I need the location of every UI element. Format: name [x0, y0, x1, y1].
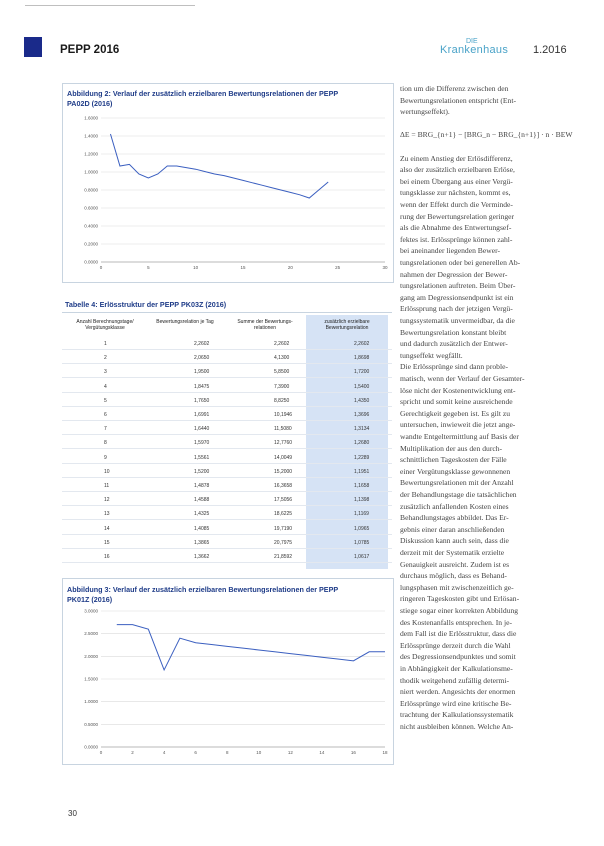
table-cell: 1,1398 — [354, 497, 370, 504]
y-tick-label: 1.2000 — [84, 151, 98, 157]
table-4 — [62, 312, 392, 571]
table-cell: 16,3658 — [274, 483, 293, 489]
table-cell: 1 — [104, 341, 107, 347]
table-row-divider — [62, 491, 392, 492]
table-cell: 1,4325 — [194, 511, 210, 518]
body-text-line: ΔE = BRG_{n+1} − [BRG_n − BRG_{n+1}] · n · BEW — [400, 130, 573, 140]
y-tick-label: 1.5000 — [84, 676, 98, 682]
table-cell: 15 — [104, 539, 110, 546]
figure-2-caption-line1: Abbildung 2: Verlauf der zusätzlich erzielbaren Bewertungsrelationen der PEPP — [67, 89, 339, 98]
table-cell: 4 — [104, 383, 107, 390]
body-text-line: Die Erlössprünge sind dann proble- — [400, 362, 508, 372]
y-tick-label: 0.0000 — [84, 259, 98, 265]
figure-2-box — [62, 83, 394, 283]
table-cell: 14 — [104, 525, 110, 532]
x-tick-label: 20 — [287, 265, 293, 270]
table-cell: 1,7200 — [354, 369, 370, 376]
x-tick-label: 0 — [99, 265, 103, 270]
body-text-line: trachtung der Kalkulationssystematik — [400, 710, 514, 720]
table-cell: 1,0785 — [354, 539, 370, 546]
table-cell: 20,7975 — [274, 539, 293, 546]
body-text-line: durchaus möglich, dass es Behand- — [400, 571, 507, 581]
body-text-line: wenn der Effekt durch die Verminde- — [400, 200, 513, 209]
table-cell: 1,6991 — [194, 412, 210, 418]
x-tick-label: 5 — [147, 265, 150, 270]
body-text-line: zusätzlich anfallenden Kosten eines — [400, 501, 509, 511]
y-tick-label: 2.5000 — [84, 631, 98, 637]
table-cell: 1,2289 — [354, 454, 370, 461]
body-text-line: nahmen der Degression der Bewer- — [400, 269, 508, 279]
table-cell: 13 — [104, 511, 110, 518]
table-cell: 7 — [104, 426, 107, 433]
table-cell: 1,3696 — [354, 412, 370, 418]
x-tick-label: 4 — [162, 750, 166, 755]
table-cell: 1,3865 — [194, 539, 210, 546]
body-text-line: tungsrelationen auftreten. Beim Über- — [400, 281, 516, 291]
section-marker — [24, 37, 42, 57]
body-text-line: bei aneinander liegenden Bewer- — [400, 246, 500, 256]
x-tick-label: 10 — [193, 265, 199, 270]
table-cell: 1,5200 — [194, 468, 210, 475]
top-rule — [25, 5, 195, 6]
body-text-line: wertungseffekt). — [400, 107, 450, 117]
table-cell: 19,7190 — [274, 525, 293, 532]
x-tick-label: 8 — [225, 750, 229, 755]
body-text-line: untersuchen, inwieweit die jetzt ange- — [400, 420, 516, 430]
body-text-line: matisch, wenn der Verlauf der Gesamter- — [400, 374, 525, 383]
journal-logo-prefix: DIE — [466, 38, 478, 45]
table-cell: 5 — [104, 397, 107, 404]
body-text-line: Bewertungsrelationen mit der Anzahl — [400, 478, 514, 488]
body-text-line: Erlössprung nach der jetzigen Vergü- — [400, 304, 513, 314]
series-line — [117, 625, 385, 670]
body-text-line: ringeren Tageskosten gibt und Erlösan- — [400, 594, 520, 604]
table-row-divider — [62, 434, 392, 435]
series-line — [110, 134, 328, 198]
table-cell: 1,4085 — [194, 525, 210, 532]
body-text-line: Multiplikation der aus den durch- — [400, 443, 503, 453]
table-row-divider — [62, 548, 392, 549]
body-text-line: tungssystematik unvermeidbar, da die — [400, 316, 515, 325]
body-text-line: als die Abnahme des Entwertungsef- — [400, 223, 512, 233]
table-row-divider — [62, 477, 392, 478]
x-tick-label: 15 — [240, 265, 246, 270]
body-text-line: Genauigkeit ausreicht. Zudem ist es — [400, 559, 510, 569]
x-tick-label: 16 — [350, 750, 356, 755]
body-text-line: spricht und somit keine ausreichende — [400, 397, 513, 407]
body-text-line: tion um die Differenz zwischen den — [400, 84, 509, 93]
table-cell: 14,0049 — [274, 454, 293, 461]
body-text-line: Erlössprünge wird eine kritische Be- — [400, 698, 512, 708]
table-cell: 1,6440 — [194, 426, 210, 433]
table-4-caption: Tabelle 4: Erlösstruktur der PEPP PK03Z (2016) — [65, 300, 227, 309]
table-cell: 1,4588 — [194, 497, 210, 504]
table-cell: 5,8500 — [274, 369, 290, 376]
body-text-line: tungsrelationen oder bei generellen Ab- — [400, 258, 521, 267]
body-text-line: schnittlichen Tageskosten der Fälle — [400, 455, 507, 465]
table-cell: 1,8698 — [354, 355, 370, 362]
table-cell: 1,0617 — [354, 554, 370, 560]
body-text-line: Bewertungsrelation konstant bleibt — [400, 327, 507, 337]
table-header-cell: Bewertungsrelation je Tag — [156, 319, 214, 325]
body-text-line: des Degressionsendpunktes und somit — [400, 652, 516, 662]
table-cell: 11,5080 — [274, 426, 292, 433]
table-cell: 2,2602 — [194, 341, 210, 347]
table-row-divider — [62, 562, 392, 563]
figure-3-caption-line1: Abbildung 3: Verlauf der zusätzlich erzielbaren Bewertungsrelationen der PEPP — [67, 585, 339, 594]
y-tick-label: 1.0000 — [84, 169, 98, 175]
x-tick-label: 25 — [335, 265, 341, 270]
y-tick-label: 3.0000 — [84, 608, 98, 614]
body-text-line: Zu einem Anstieg der Erlösdifferenz, — [400, 153, 513, 163]
x-tick-label: 0 — [99, 750, 103, 755]
y-tick-label: 1.4000 — [84, 133, 98, 139]
y-tick-label: 0.8000 — [84, 187, 98, 193]
figure-2-chart — [63, 112, 393, 280]
table-cell: 1,2680 — [354, 440, 370, 447]
body-text-line: niert werden. Angesichts der enormen — [400, 687, 516, 697]
x-tick-label: 30 — [382, 265, 388, 270]
table-row-divider — [62, 448, 392, 449]
body-text-line: des Kostenanfalls entsprechen. In je- — [400, 617, 512, 627]
table-row-divider — [62, 392, 392, 393]
table-header-cell: Anzahl Berechnungstage/ Vergütungsklasse — [76, 319, 134, 331]
figure-3-chart — [63, 607, 393, 763]
y-tick-label: 1.6000 — [84, 115, 98, 121]
body-text-line: bei einem Übergang aus einer Vergü- — [400, 176, 513, 186]
body-text-line: stiege sogar einer korrekten Abbildung — [400, 606, 519, 615]
table-cell: 2,2602 — [354, 341, 370, 347]
body-text-line: löse nicht der Kostenentwicklung ent- — [400, 385, 516, 395]
body-text-line: also der zusätzlich erzielbaren Erlöse, — [400, 165, 515, 175]
table-cell: 2,2602 — [274, 341, 290, 347]
figure-3-box — [62, 578, 394, 765]
table-cell: 6 — [104, 412, 107, 418]
table-cell: 1,3134 — [354, 426, 370, 433]
table-cell: 8,8250 — [274, 397, 290, 404]
x-tick-label: 6 — [194, 750, 197, 755]
table-row-divider — [62, 505, 392, 506]
x-tick-label: 14 — [319, 750, 325, 755]
table-header-cell: Summe der Bewertungs- relationen — [237, 319, 293, 331]
table-cell: 16 — [104, 554, 110, 560]
body-text-line: Diskussion kann auch sein, dass die — [400, 536, 509, 546]
body-text-line: Bewertungsrelationen entspricht (Ent- — [400, 95, 516, 105]
table-cell: 4,1300 — [274, 355, 290, 362]
body-text-line: gebnis einer daran anschließenden — [400, 524, 505, 534]
y-tick-label: 0.4000 — [84, 223, 98, 229]
issue-number: 1.2016 — [533, 44, 567, 56]
table-cell: 12,7760 — [274, 440, 293, 447]
table-row-divider — [62, 363, 392, 364]
table-cell: 2,0650 — [194, 355, 210, 362]
table-cell: 9 — [104, 454, 107, 461]
table-row-divider — [62, 420, 392, 421]
table-cell: 1,5561 — [194, 454, 210, 461]
table-cell: 1,1951 — [354, 468, 370, 475]
x-tick-label: 12 — [287, 750, 293, 755]
table-cell: 15,2000 — [274, 468, 293, 475]
table-cell: 12 — [104, 497, 110, 504]
table-cell: 7,3900 — [274, 383, 290, 390]
journal-logo: Krankenhaus — [440, 44, 509, 56]
figure-3-caption-line2: PK01Z (2016) — [67, 595, 113, 604]
table-row-divider — [62, 349, 392, 350]
table-cell: 10 — [104, 468, 110, 475]
body-text-line: und dadurch zusätzlich der Entwer- — [400, 339, 508, 349]
body-text-line: lungsphasen mit zwischenzeitlich ge- — [400, 582, 514, 592]
table-cell: 1,4350 — [354, 397, 370, 404]
highlight-column — [306, 315, 388, 569]
table-cell: 11 — [104, 483, 110, 489]
table-cell: 1,8475 — [194, 383, 210, 390]
y-tick-label: 2.0000 — [84, 653, 98, 659]
y-tick-label: 0.5000 — [84, 721, 98, 727]
table-cell: 1,1658 — [354, 483, 370, 489]
table-cell: 17,5056 — [274, 497, 293, 504]
table-cell: 1,0965 — [354, 525, 370, 532]
figure-2-caption-line2: PA02D (2016) — [67, 99, 113, 108]
page-number: 30 — [68, 809, 77, 818]
table-cell: 1,1169 — [354, 511, 369, 518]
body-text-line: gang am Degressionsendpunkt ist ein — [400, 292, 514, 302]
body-text-line: tungseffekt wegfällt. — [400, 350, 463, 360]
table-row-divider — [62, 377, 392, 378]
table-row-divider — [62, 406, 392, 407]
body-text-line: derzeit mit der Systematik erzielte — [400, 548, 505, 557]
body-text-line: thodik weitgehend zufällig determi- — [400, 675, 510, 685]
table-cell: 1,5970 — [194, 440, 210, 447]
table-cell: 2 — [104, 355, 107, 362]
body-text-line: Erlössprünge derzeit durch die Wahl — [400, 640, 511, 650]
table-cell: 3 — [104, 369, 107, 376]
table-cell: 18,6225 — [274, 511, 293, 518]
body-text-line: in Abhängigkeit der Kalkulationsme- — [400, 664, 513, 673]
body-text-line: nicht ausbleiben können. Welche An- — [400, 722, 514, 731]
x-tick-label: 18 — [382, 750, 388, 755]
body-text-line: rung der Bewertungsrelation geringer — [400, 211, 515, 221]
table-cell: 1,5400 — [354, 383, 370, 390]
body-text-line: der Behandlungstage die tatsächlichen — [400, 490, 517, 499]
table-cell: 1,4878 — [194, 483, 210, 489]
table-cell: 8 — [104, 440, 107, 447]
table-cell: 1,7650 — [194, 397, 210, 404]
table-cell: 1,3662 — [194, 554, 210, 560]
running-header-title: PEPP 2016 — [60, 44, 120, 56]
y-tick-label: 1.0000 — [84, 699, 98, 705]
body-text-line: Behandlungstages abbildet. Das Er- — [400, 513, 509, 523]
table-row-divider — [62, 463, 392, 464]
table-row-divider — [62, 534, 392, 535]
table-header-cell: zusätzlich erzielbare Bewertungsrelation — [324, 319, 370, 331]
body-text-line: Gerechtigkeit gegeben ist. Es gilt zu — [400, 408, 511, 418]
table-cell: 1,9500 — [194, 369, 210, 376]
body-text-line: wandte Entgeltermittlung auf Basis der — [400, 432, 519, 441]
table-cell: 21,8592 — [274, 554, 293, 560]
body-text-line: einer Vergütungsklasse gewonnenen — [400, 466, 511, 476]
body-text-line: dem Fall ist die Erlösstruktur, dass die — [400, 629, 517, 639]
table-row-divider — [62, 519, 392, 520]
body-text-line: fektes ist. Erlössprünge können zahl- — [400, 234, 513, 244]
x-tick-label: 2 — [131, 750, 134, 755]
table-cell: 10,1946 — [274, 412, 293, 418]
body-text-line: tungsklasse zur nächsten, kommt es, — [400, 188, 511, 198]
y-tick-label: 0.6000 — [84, 205, 98, 211]
y-tick-label: 0.2000 — [84, 241, 98, 247]
y-tick-label: 0.0000 — [84, 744, 98, 750]
x-tick-label: 10 — [256, 750, 262, 755]
